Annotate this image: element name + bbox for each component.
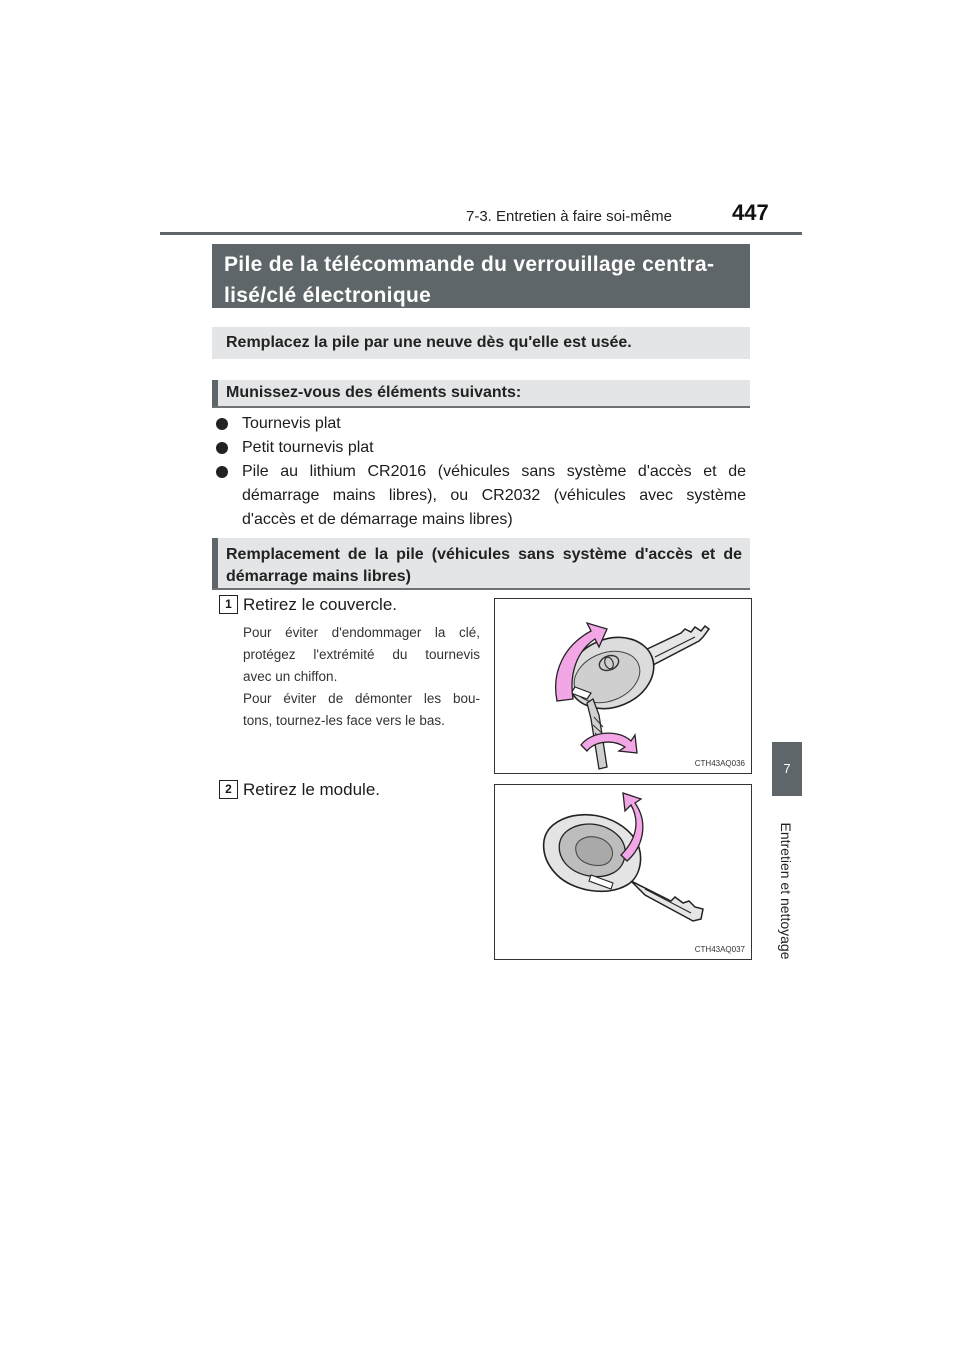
replacement-heading-line2: démarrage mains libres) (226, 568, 411, 585)
bullet-icon (216, 442, 228, 454)
bullet-text-line: Pile au lithium CR2016 (véhicules sans système d'accès et de (242, 463, 746, 480)
replacement-heading-line1: Remplacement de la pile (véhicules sans système d'accès et de (226, 546, 742, 563)
page-number: 447 (732, 200, 769, 225)
page-title (212, 244, 750, 308)
bullet-text: Tournevis plat (242, 415, 341, 432)
note-line: protégez l'extrémité du tournevis (243, 647, 480, 662)
bullet-item (216, 463, 746, 533)
page-title-line2: lisé/clé électronique (224, 284, 432, 307)
bullet-text-line: démarrage mains libres), ou CR2032 (véhicules avec système (242, 487, 746, 504)
figure-code: CTH43AQ037 (694, 945, 745, 954)
bullet-item (216, 415, 746, 437)
bullet-icon (216, 466, 228, 478)
replacement-heading-box (212, 538, 750, 590)
figure-code: CTH43AQ036 (694, 759, 745, 768)
heading-stripe (212, 538, 218, 588)
items-heading: Munissez-vous des éléments suivants: (226, 384, 522, 401)
chapter-tab: 7 (772, 742, 802, 796)
chapter-label: Entretien et nettoyage (778, 822, 794, 960)
key-cover-illustration (495, 599, 751, 773)
bullet-text: Petit tournevis plat (242, 439, 374, 456)
items-heading-box (212, 380, 750, 408)
heading-stripe (212, 380, 218, 406)
key-module-illustration (495, 785, 751, 959)
figure-key-cover (494, 598, 752, 774)
note-line: Pour éviter de démonter les bou- (243, 691, 480, 706)
step-number-badge: 1 (219, 595, 238, 614)
page-title-line1: Pile de la télécommande du verrouillage centra- (224, 253, 715, 276)
step-note (243, 688, 480, 732)
step-text: Retirez le couvercle. (243, 595, 398, 614)
step-note (243, 622, 480, 688)
note-line: avec un chiffon. (243, 669, 338, 684)
figure-key-module (494, 784, 752, 960)
note-line: tons, tournez-les face vers le bas. (243, 713, 445, 728)
bullet-item (216, 439, 746, 461)
step-text: Retirez le module. (243, 780, 381, 799)
step-number-badge: 2 (219, 780, 238, 799)
bullet-icon (216, 418, 228, 430)
section-title: 7-3. Entretien à faire soi-même (466, 208, 672, 225)
chapter-label-container (768, 806, 804, 976)
note-line: Pour éviter d'endommager la clé, (243, 625, 480, 640)
intro-text: Remplacez la pile par une neuve dès qu'elle est usée. (226, 334, 632, 351)
header-divider (160, 232, 802, 235)
intro-box (212, 327, 750, 359)
bullet-text-line: d'accès et de démarrage mains libres) (242, 511, 513, 528)
